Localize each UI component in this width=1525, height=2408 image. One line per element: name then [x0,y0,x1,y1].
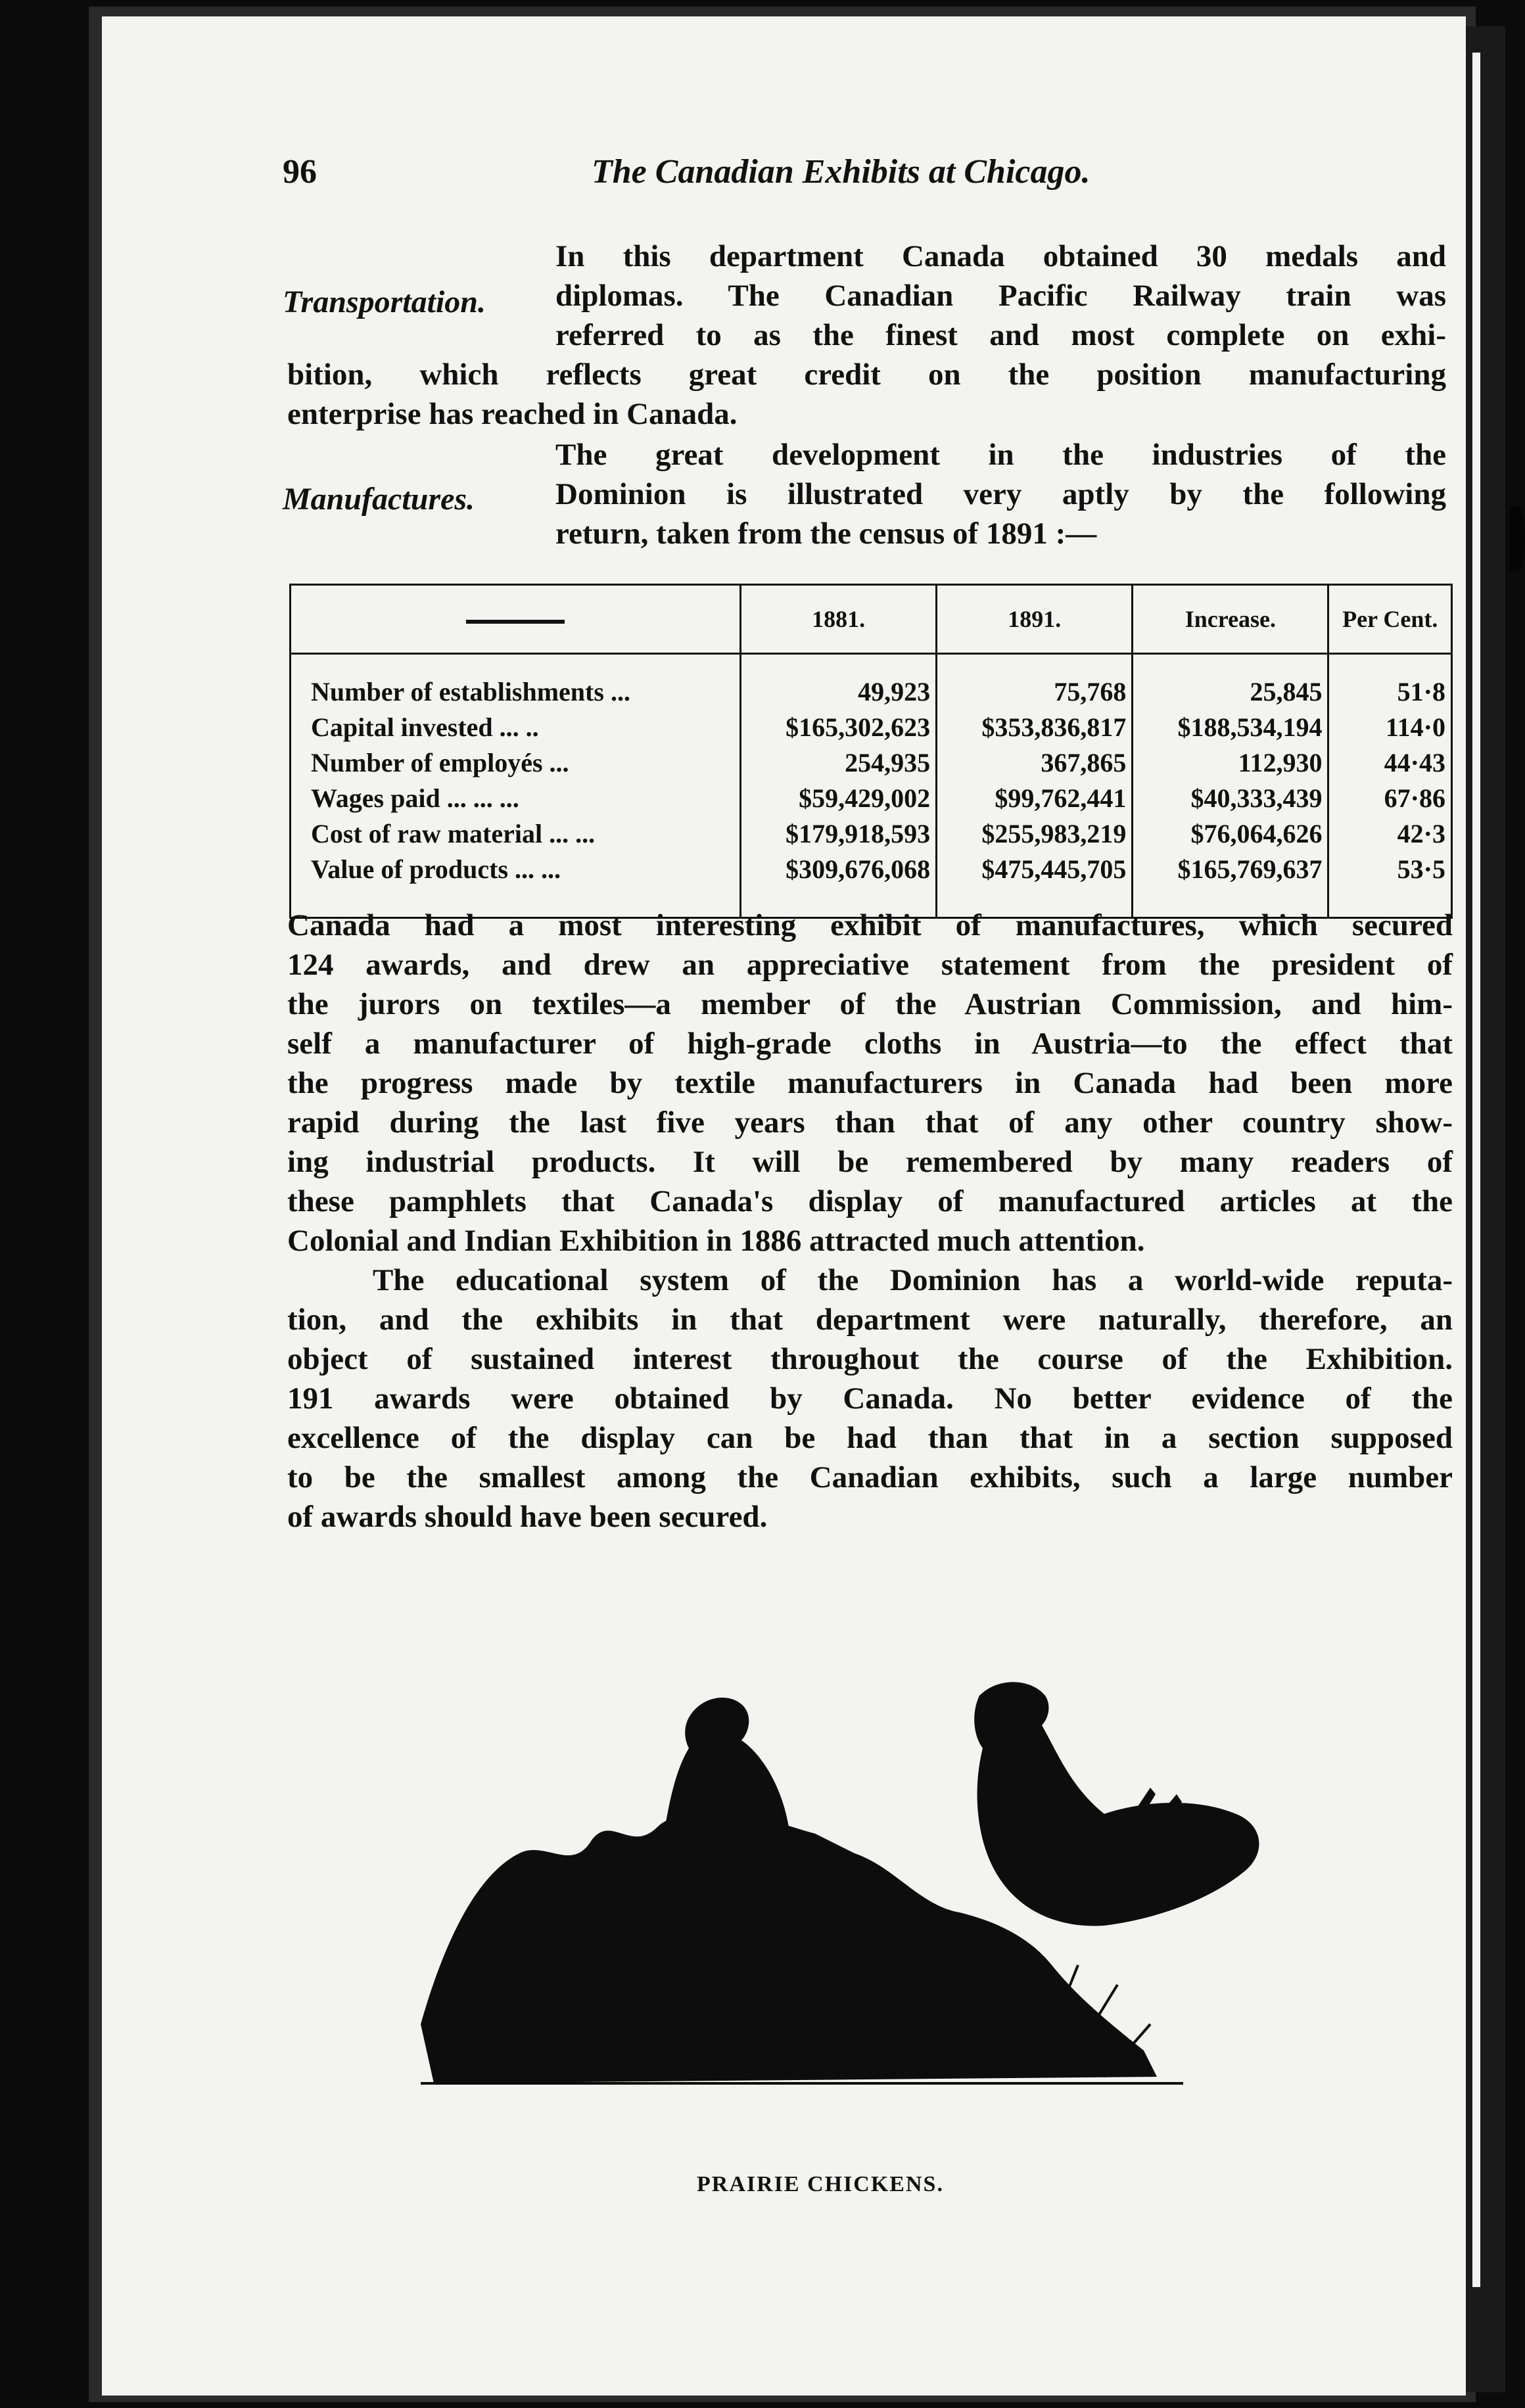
cell-1881: $309,676,068 [741,852,937,887]
table-header-row [291,585,1452,654]
cell-1891: $475,445,705 [937,852,1133,887]
paragraph-manufactures-intro [555,435,1446,553]
table-header: Increase. [1133,585,1328,654]
text-line: enterprise has reached in Canada. [287,397,738,431]
page-header [283,152,1453,205]
cell-1891: $99,762,441 [937,781,1133,816]
cell-1891: $255,983,219 [937,816,1133,852]
cell-percent: 44·43 [1328,745,1452,781]
table-spacer [291,654,1452,674]
text-line: rapid during the last five years than that of any other country show- [287,1105,1453,1140]
table-row [291,710,1452,745]
running-title: The Canadian Exhibits at Chicago. [592,153,1091,191]
cell-increase: $188,534,194 [1133,710,1328,745]
left-chicken [661,1698,790,1962]
cell-1891: 75,768 [937,674,1133,709]
cell-percent: 114·0 [1328,710,1452,745]
cell-increase: $40,333,439 [1133,781,1328,816]
row-label: Wages paid ... ... ... [311,783,519,814]
row-label: Number of establishments ... [311,676,630,706]
text-line: In this department Canada obtained 30 medals and [555,239,1446,273]
sidenote-transportation: Transportation. [283,285,486,319]
census-table [289,584,1453,919]
text-line: The educational system of the Dominion has a world-wide reputa- [373,1263,1453,1297]
cell-percent: 42·3 [1328,816,1452,852]
row-label: Value of products ... ... [311,854,561,885]
cell-1891: 367,865 [937,745,1133,781]
text-line: Dominion is illustrated very aptly by the following [555,477,1446,511]
text-line: ing industrial products. It will be remembered by many readers of [287,1145,1453,1179]
table-row [291,852,1452,887]
right-chicken [974,1682,1259,1926]
figure-caption: PRAIRIE CHICKENS. [697,2172,944,2196]
table-header: Per Cent. [1328,585,1452,654]
scan-notch [1509,506,1525,572]
text-line: return, taken from the census of 1891 :— [555,517,1097,551]
cell-1881: $179,918,593 [741,816,937,852]
sidenote-manufactures: Manufactures. [283,482,475,517]
scan-edge [1466,26,1505,2392]
table-row [291,745,1452,781]
text-line: object of sustained interest throughout the course of the Exhibition. [287,1342,1453,1376]
text-line: of awards should have been secured. [287,1500,768,1534]
table-header: 1891. [937,585,1133,654]
text-line: these pamphlets that Canada's display of manufactured articles at the [287,1184,1453,1218]
paragraph-transportation-head [555,237,1446,355]
text-line: The great development in the industries of the [555,438,1446,472]
cell-increase: 112,930 [1133,745,1328,781]
row-label: Capital invested ... .. [311,712,539,743]
text-line: Colonial and Indian Exhibition in 1886 attracted much attention. [287,1224,1145,1258]
cell-1881: $59,429,002 [741,781,937,816]
cell-1881: 49,923 [741,674,937,709]
text-line: diplomas. The Canadian Pacific Railway train was [555,279,1446,313]
paragraph-education [287,1261,1453,1537]
cell-increase: $76,064,626 [1133,816,1328,852]
row-label: Cost of raw material ... ... [311,819,596,849]
cell-1881: 254,935 [741,745,937,781]
text-line: 124 awards, and drew an appreciative statement from the president of [287,948,1453,982]
table-header: 1881. [741,585,937,654]
paragraph-manufactures-body [287,906,1453,1261]
text-line: to be the smallest among the Canadian exhibits, such a large number [287,1460,1453,1494]
table-row [291,674,1452,709]
page-number: 96 [283,153,317,191]
text-line: self a manufacturer of high-grade cloths in Austria—to the effect that [287,1027,1453,1061]
cell-increase: $165,769,637 [1133,852,1328,887]
text-line: excellence of the display can be had than that in a section supposed [287,1421,1453,1455]
table-header-blank [291,585,741,654]
table-row [291,781,1452,816]
cell-percent: 51·8 [1328,674,1452,709]
header-rule [466,620,565,624]
text-line: tion, and the exhibits in that department were naturally, therefore, an [287,1303,1453,1337]
cell-1881: $165,302,623 [741,710,937,745]
table-row [291,816,1452,852]
text-line: bition, which reflects great credit on the position manufacturing [287,358,1446,392]
text-line: referred to as the finest and most complete on exhi- [555,318,1446,352]
cell-percent: 53·5 [1328,852,1452,887]
prairie-chickens-illustration [394,1656,1348,2136]
cell-increase: 25,845 [1133,674,1328,709]
page-edge [1472,53,1480,2287]
cell-percent: 67·86 [1328,781,1452,816]
cell-1891: $353,836,817 [937,710,1133,745]
paragraph-transportation-tail [287,355,1446,434]
text-line: the jurors on textiles—a member of the Austrian Commission, and him- [287,987,1453,1021]
text-line: the progress made by textile manufacturers in Canada had been more [287,1066,1453,1100]
text-line: 191 awards were obtained by Canada. No better evidence of the [287,1381,1453,1416]
row-label: Number of employés ... [311,748,569,778]
text-line: Canada had a most interesting exhibit of manufactures, which secured [287,908,1453,942]
